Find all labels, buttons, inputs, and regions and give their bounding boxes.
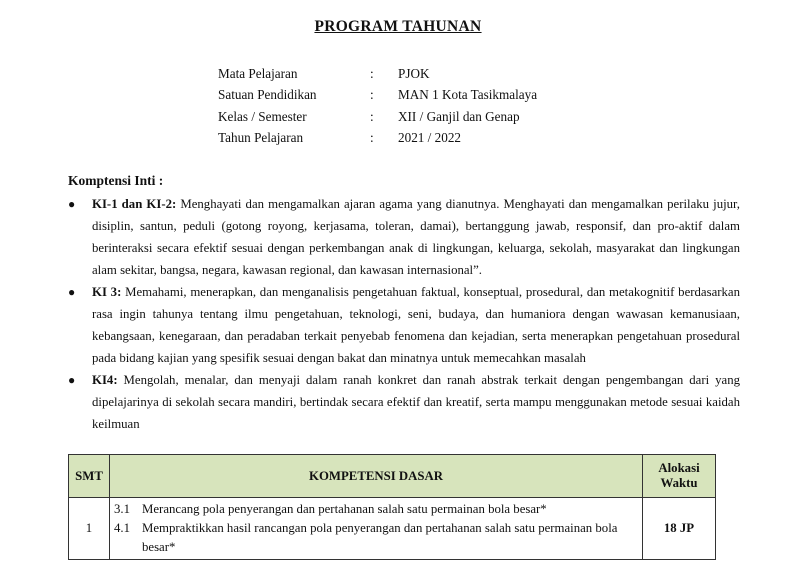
info-label: Tahun Pelajaran: [218, 130, 304, 146]
ki-item-4: [68, 369, 740, 435]
table-header-row: [69, 455, 716, 498]
table-row: [69, 498, 716, 560]
header-smt: SMT: [69, 455, 110, 498]
ki-heading: Komptensi Inti :: [68, 173, 164, 188]
ki-list: [68, 193, 740, 435]
info-row-class: [218, 106, 537, 128]
header-alokasi-waktu: Alokasi Waktu: [643, 455, 716, 498]
info-value: XII / Ganjil dan Genap: [398, 108, 520, 124]
info-value: PJOK: [398, 65, 430, 81]
info-label: Mata Pelajaran: [218, 65, 298, 81]
ki-label: KI4:: [92, 373, 118, 387]
kd-number: 3.1: [114, 502, 130, 516]
ki-text: Menghayati dan mengamalkan ajaran agama yang dianutnya. Menghayati dan mengamalkan perilaku jujur, disiplin, santun, peduli (gotong royong, kerjasama, toleran, damai), bertanggung jawab, responsif, dan pro-aktif dalam berinteraksi secara efektif sesuai dengan perkembangan anak di lingkungan, keluarga, sekolah, masyarakat dan lingkungan alam sekitar, bangsa, negara, kawasan regional, dan kawasan internasional”.: [92, 197, 741, 277]
info-colon: :: [370, 65, 374, 81]
kd-number: 4.1: [114, 521, 130, 535]
info-colon: :: [370, 87, 374, 103]
kd-item: [114, 500, 638, 519]
course-info: [218, 63, 537, 149]
kd-text: Merancang pola penyerangan dan pertahanan salah satu permainan bola besar*: [142, 502, 547, 516]
ki-text: Mengolah, menalar, dan menyaji dalam ranah konkret dan ranah abstrak terkait dengan pengembangan dari yang dipelajarinya di sekolah secara mandiri, bertindak secara efektif dan kreatif, serta mampu menggunakan metode sesuai kaidah keilmuan: [92, 373, 740, 431]
smt-cell: 1: [69, 498, 110, 560]
bullet-icon: ●: [68, 373, 76, 387]
info-row-school: [218, 85, 537, 107]
info-label: Satuan Pendidikan: [218, 87, 317, 103]
kd-cell: [110, 498, 643, 560]
info-row-year: [218, 128, 537, 150]
ki-item-3: [68, 281, 740, 369]
ki-label: KI 3:: [92, 285, 122, 299]
ki-item-1-2: [68, 193, 740, 281]
bullet-icon: ●: [68, 197, 76, 211]
jp-cell: 18 JP: [643, 498, 716, 560]
info-label: Kelas / Semester: [218, 108, 307, 124]
kd-text: Mempraktikkan hasil rancangan pola penyerangan dan pertahanan salah satu permainan bola besar*: [142, 521, 618, 554]
bullet-icon: ●: [68, 285, 76, 299]
info-colon: :: [370, 130, 374, 146]
info-value: 2021 / 2022: [398, 130, 462, 146]
kd-item: [114, 519, 638, 557]
document-title: PROGRAM TAHUNAN: [314, 18, 482, 35]
info-colon: :: [370, 108, 374, 124]
info-value: MAN 1 Kota Tasikmalaya: [398, 87, 538, 103]
ki-text: Memahami, menerapkan, dan menganalisis pengetahuan faktual, konseptual, prosedural, dan metakognitif berdasarkan rasa ingin tahunya tentang ilmu pengetahuan, teknologi, seni, budaya, dan humaniora dengan wawasan kemanusiaan, kebangsaan, kenegaraan, dan peradaban terkait penyebab fenomena dan kejadian, serta menerapkan pengetahuan prosedural pada bidang kajian yang spesifik sesuai dengan bakat dan minatnya untuk memecahkan masalah: [92, 285, 740, 365]
info-row-subject: [218, 63, 537, 85]
ki-label: KI-1 dan KI-2:: [92, 197, 177, 211]
header-kompetensi-dasar: KOMPETENSI DASAR: [110, 455, 643, 498]
competency-table: [68, 454, 716, 560]
